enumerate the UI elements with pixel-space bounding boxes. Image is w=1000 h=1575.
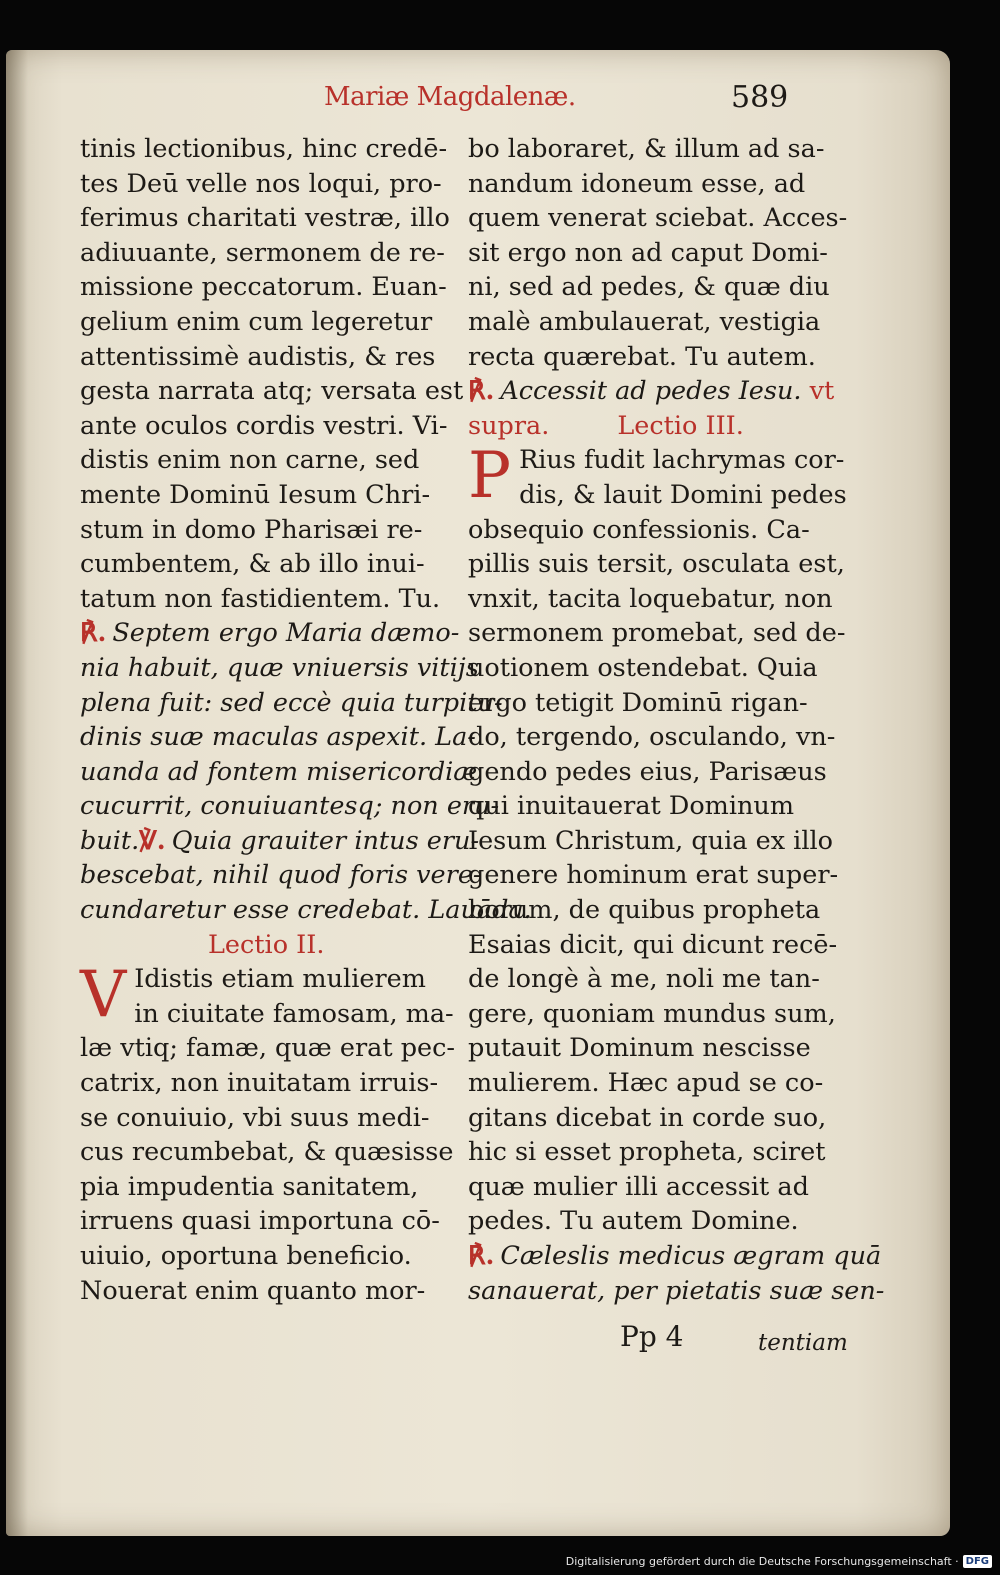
text-line: bo laboraret, & illum ad sa- [468,134,825,164]
text-line: mente Dominū Iesum Chri- [80,479,431,510]
text-line: de longè à me, noli me tan- [468,964,820,995]
text-line: quæ mulier illi accessit ad [468,1171,809,1202]
vt-supra-text: vt [809,376,835,407]
responsory-line: nia habuit, quæ vniuersis vitijs [80,652,479,683]
verse-symbol: ℣. [139,825,166,856]
text-line: do, tergendo, osculando, vn- [468,722,836,753]
verse-lead: buit. [80,825,140,856]
right-column [468,132,885,1308]
text-line: cumbentem, & ab illo inui- [80,549,425,580]
text-line: obsequio confessionis. Ca- [468,514,810,545]
responsory-text: Accessit ad pedes Iesu. [500,376,802,407]
text-line: mulierem. Hæc apud se co- [468,1068,824,1099]
digitization-footer [566,1551,992,1571]
text-line: stum in domo Pharisæi re- [80,514,423,545]
text-line: Iesum Christum, quia ex illo [468,825,833,856]
text-line: pedes. Tu autem Domine. [468,1206,799,1237]
responsory-line: sanauerat, per pietatis suæ sen- [468,1275,885,1306]
text-line: uotionem ostendebat. Quia [468,652,818,683]
text-line: læ vtiq; famæ, quæ erat pec- [80,1033,456,1064]
responsory-line: uanda ad fontem misericordiæ [80,756,478,787]
text-line: gendo pedes eius, Parisæus [468,756,827,787]
text-line: qui inuitauerat Dominum [468,791,795,822]
text-line: malè ambulauerat, vestigia [468,306,821,337]
text-line: pillis suis tersit, osculata est, [468,549,845,580]
text-line: missione peccatorum. Euan- [80,272,447,303]
responsory-text: Cæleslis medicus ægram quā [500,1241,882,1271]
responsory-symbol: ℟. [468,1241,495,1271]
text-line: vnxit, tacita loquebatur, non [468,583,833,614]
drop-cap-paragraph [80,958,466,1033]
responsory-line: plena fuit: sed eccè quia turpitu- [80,687,503,718]
text-line: uiuio, oportuna beneficio. [80,1241,412,1271]
drop-cap-initial: V [80,958,127,1033]
text-line: Nouerat enim quanto mor- [80,1275,426,1306]
text-line: putauit Dominum nescisse [468,1033,811,1064]
text-line: irruens quasi importuna cō- [80,1206,440,1237]
text-line: gelium enim cum legeretur [80,306,433,337]
text-line: ante oculos cordis vestri. Vi- [80,410,448,441]
text-line: tatum non fastidientem. Tu. [80,583,441,614]
text-line: ferimus charitati vestræ, illo [80,203,450,234]
text-line: attentissimè audistis, & res [80,341,436,372]
signature-mark: Pp 4 [620,1320,684,1353]
lectio-heading: Lectio II. [208,929,325,960]
text-line: gere, quoniam mundus sum, [468,998,836,1029]
lectio-line [468,409,838,444]
dfg-logo: DFG [963,1555,992,1568]
text-line: distis enim non carne, sed [80,445,420,476]
text-line: genere hominum erat super- [468,860,839,891]
responsory-line [80,616,466,651]
responsory-text: Septem ergo Maria dæmo- [112,618,460,649]
lectio-heading: Lectio III. [617,410,744,441]
text-line: recta quærebat. Tu autem. [468,341,816,372]
text-line: dis, & lauit Domini pedes [519,479,847,510]
responsory-symbol: ℟. [80,618,107,649]
responsory-line [468,1239,882,1274]
text-line: Esaias dicit, qui dicunt recē- [468,929,838,960]
text-line: cus recumbebat, & quæsisse [80,1137,454,1168]
drop-cap-initial: P [468,439,512,514]
text-line: Rius fudit lachrymas cor- [519,445,845,476]
text-line: tes Deū velle nos loqui, pro- [80,168,442,199]
page-gutter-shadow [6,50,28,1536]
text-line: catrix, non inuitatam irruis- [80,1068,439,1099]
text-line: ergo tetigit Dominū rigan- [468,687,808,718]
page-header [6,80,950,124]
book-page [6,50,950,1536]
text-line: sermonem promebat, sed de- [468,618,846,649]
drop-cap-paragraph [468,439,847,514]
text-line: sit ergo non ad caput Domi- [468,237,828,268]
verse-line: bescebat, nihil quod foris vere- [80,860,482,891]
text-line: gitans dicebat in corde suo, [468,1102,827,1133]
running-title: Mariæ Magdalenæ. [324,82,576,112]
text-line: hic si esset propheta, sciret [468,1137,826,1168]
text-line: in ciuitate famosam, ma- [134,998,454,1029]
verse-line [80,824,480,859]
text-line: ni, sed ad pedes, & quæ diu [468,272,830,303]
catchword: tentiam [758,1330,848,1356]
text-line: gesta narrata atq; versata est [80,376,464,407]
verse-line: cundaretur esse credebat. Lauāda. [80,895,532,926]
responsory-line: dinis suæ maculas aspexit. La- [80,722,476,753]
text-line: nandum idoneum esse, ad [468,168,806,199]
responsory-symbol: ℟. [468,376,495,407]
text-line: se conuiuio, vbi suus medi- [80,1102,430,1133]
page-number: 589 [731,80,789,115]
responsory-line [468,374,838,409]
vt-supra-continued: supra. [468,410,550,441]
text-line: adiuuante, sermonem de re- [80,237,445,268]
text-line: borum, de quibus propheta [468,895,821,926]
funding-credit: Digitalisierung gefördert durch die Deutsche Forschungsgemeinschaft · [565,1554,959,1568]
text-line: Idistis etiam mulierem [134,964,426,995]
verse-text: Quia grauiter intus eru- [171,825,480,856]
responsory-line: cucurrit, conuiuantesq; non eru- [80,791,500,822]
text-line: quem venerat sciebat. Acces- [468,203,848,234]
text-line: tinis lectionibus, hinc credē- [80,134,448,164]
text-line: pia impudentia sanitatem, [80,1171,419,1202]
